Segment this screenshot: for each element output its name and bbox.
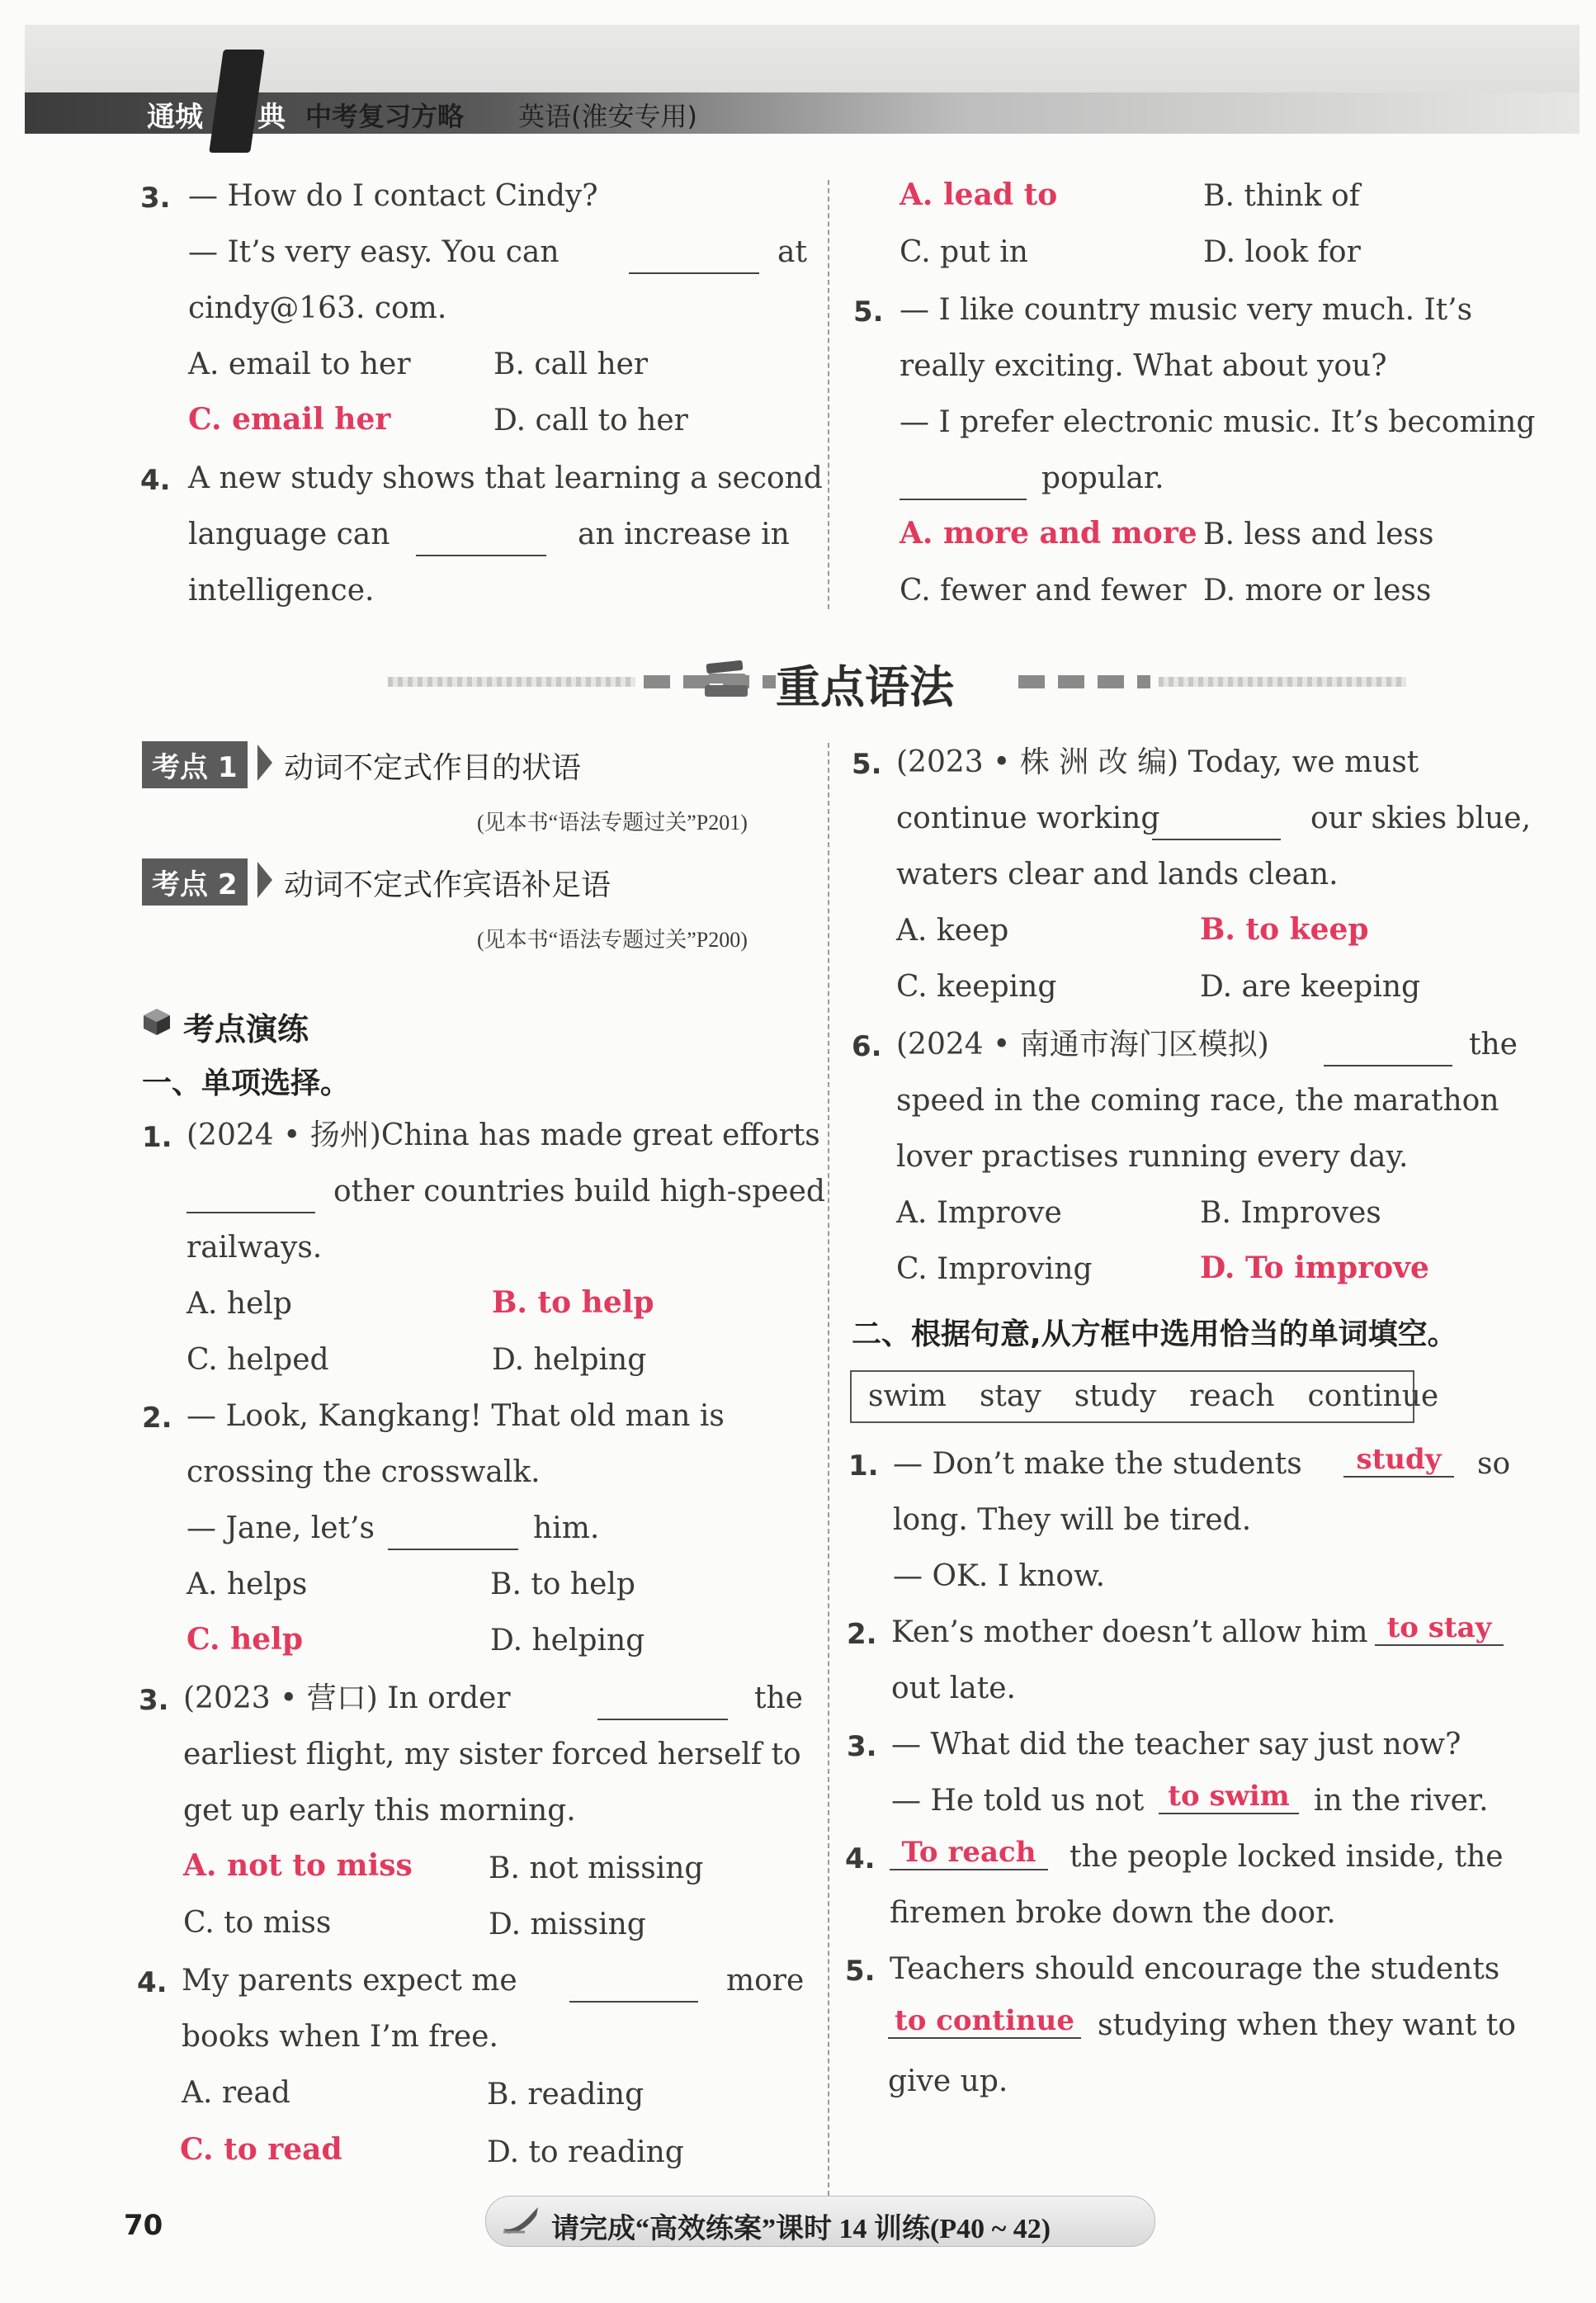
pen-icon (500, 2204, 541, 2237)
q3-line3: cindy@163. com. (188, 291, 447, 325)
lq3-line1b: the (754, 1681, 803, 1715)
lq4-number: 4. (137, 1966, 168, 1999)
fq5-number: 5. (845, 1955, 876, 1988)
rq5b-option-d: D. are keeping (1200, 970, 1421, 1004)
rq6-number: 6. (852, 1030, 882, 1063)
rq6-option-a: A. Improve (896, 1196, 1062, 1230)
lq3-blank (597, 1694, 728, 1720)
fq3-line2b: in the river. (1314, 1784, 1489, 1818)
brand-right: 典 (257, 101, 286, 134)
books-icon (700, 654, 753, 707)
lq2-line1: — Look, Kangkang! That old man is (187, 1399, 725, 1433)
rq5b-option-b-answer: B. to keep (1200, 912, 1369, 947)
rq6-option-d-answer: D. To improve (1200, 1251, 1429, 1285)
lq3-option-c: C. to miss (183, 1906, 332, 1940)
lq2-option-a: A. helps (187, 1568, 308, 1601)
word-box-item: continue (1307, 1379, 1439, 1413)
rt-option-d: D. look for (1203, 235, 1361, 269)
q4-number: 4. (140, 464, 171, 497)
fq2-line2: out late. (891, 1672, 1016, 1705)
q3-option-a: A. email to her (188, 348, 411, 381)
section-rule-right (1159, 677, 1406, 687)
rq5-option-d: D. more or less (1203, 574, 1432, 608)
q3-line1: — How do I contact Cindy? (188, 179, 598, 213)
lq3-line3: get up early this morning. (183, 1794, 576, 1828)
cube-icon (142, 1007, 172, 1037)
fq1-number: 1. (848, 1449, 879, 1483)
fq2-text-a: Ken’s mother doesn’t allow him (891, 1615, 1368, 1649)
rq5b-line1: (2023 • 株 洲 改 编) Today, we must (896, 745, 1419, 779)
fq2-number: 2. (847, 1618, 877, 1651)
q4-blank (416, 530, 546, 556)
lq1-option-c: C. helped (187, 1343, 329, 1377)
lq3-number: 3. (139, 1684, 169, 1717)
lq3-option-a-answer: A. not to miss (183, 1848, 413, 1883)
q3-blank (629, 248, 759, 274)
rq6-line1a: (2024 • 南通市海门区模拟) (896, 1028, 1269, 1062)
lq2-option-c-answer: C. help (187, 1622, 304, 1657)
column-divider-top (828, 180, 829, 609)
rq6-blank (1324, 1040, 1452, 1066)
q4-line2a: language can (188, 518, 390, 551)
point2-title: 动词不定式作宾语补足语 (284, 868, 611, 902)
point2-tag-arrow (257, 862, 272, 898)
rq6-option-c: C. Improving (896, 1252, 1093, 1286)
rq5b-line3: waters clear and lands clean. (896, 858, 1339, 891)
lq2-line2: crossing the crosswalk. (187, 1455, 541, 1489)
fq3-number: 3. (847, 1730, 877, 1763)
rq5-line1: — I like country music very much. It’s (900, 293, 1473, 327)
point1-tag-arrow (257, 745, 272, 781)
q3-option-b: B. call her (493, 348, 649, 381)
lq3-option-d: D. missing (489, 1908, 646, 1941)
lq1-number: 1. (142, 1121, 172, 1154)
lq4-line1a: My parents expect me (182, 1964, 517, 1998)
fq5-text-a: Teachers should encourage the students (890, 1952, 1500, 1986)
lq4-line1b: more (726, 1964, 805, 1998)
practice-title: 考点演练 (183, 1011, 309, 1047)
lq4-blank (569, 1976, 698, 2003)
rq5-option-a-answer: A. more and more (900, 516, 1197, 551)
lq2-line3b: him. (533, 1511, 600, 1545)
word-box-item: study (1074, 1379, 1157, 1413)
lq2-option-b: B. to help (490, 1568, 635, 1601)
rq5-line4: popular. (1041, 461, 1164, 495)
subject-label: 英语(淮安专用) (518, 101, 697, 132)
lq3-line2: earliest flight, my sister forced herself to (183, 1738, 801, 1771)
rq5-line2: really exciting. What about you? (900, 349, 1387, 383)
fq5-answer: to continue (888, 2004, 1081, 2039)
rq5b-blank (1152, 814, 1281, 840)
lq4-option-c-answer: C. to read (180, 2132, 342, 2167)
lq1-line1: (2024 • 扬州)China has made great efforts (187, 1118, 820, 1152)
part2-title: 二、根据句意,从方框中选用恰当的单词填空。 (852, 1317, 1457, 1351)
lq2-option-d: D. helping (490, 1624, 645, 1657)
lq1-line3: railways. (187, 1231, 323, 1265)
rt-option-b: B. think of (1203, 179, 1360, 213)
point1-tag: 考点 1 (142, 741, 248, 788)
lq2-blank (388, 1524, 518, 1550)
lq4-line2: books when I’m free. (182, 2020, 498, 2054)
point2-ref: (见本书“语法专题过关”P200) (477, 928, 748, 952)
lq1-line2: other countries build high-speed (333, 1175, 825, 1208)
book-title: 中考复习方略 (305, 101, 465, 132)
lq3-option-b: B. not missing (489, 1851, 704, 1885)
lq4-option-a: A. read (182, 2076, 290, 2110)
point1-ref: (见本书“语法专题过关”P201) (477, 811, 748, 835)
word-box (850, 1370, 1439, 1423)
word-box-item: swim (868, 1379, 947, 1413)
lq1-option-b-answer: B. to help (492, 1285, 654, 1320)
rq5-blank (900, 474, 1027, 500)
point1-title: 动词不定式作目的状语 (284, 751, 582, 785)
brand-left: 通城 (147, 101, 203, 134)
lq1-option-d: D. helping (492, 1343, 647, 1377)
q3-line2b: at (777, 235, 807, 269)
rq5b-option-a: A. keep (896, 914, 1009, 948)
q3-option-c-answer: C. email her (188, 402, 391, 437)
rq5b-line2b: our skies blue, (1310, 802, 1532, 835)
q4-line3: intelligence. (188, 574, 375, 608)
fq4-answer: To reach (890, 1836, 1048, 1870)
fq1-line2: long. They will be tired. (893, 1503, 1252, 1537)
fq1-text-a: — Don’t make the students (893, 1447, 1302, 1481)
fq1-answer: study (1343, 1443, 1454, 1478)
q3-line2a: — It’s very easy. You can (188, 235, 560, 269)
rq5b-option-c: C. keeping (896, 970, 1057, 1004)
rt-option-c: C. put in (900, 235, 1028, 269)
column-divider-bottom (828, 743, 829, 2196)
lq2-number: 2. (142, 1402, 172, 1435)
rt-option-a-answer: A. lead to (900, 177, 1058, 212)
section-rule-left (388, 677, 635, 687)
fq3-answer: to swim (1159, 1780, 1299, 1814)
q4-line1: A new study shows that learning a second (188, 461, 823, 495)
part1-title: 一、单项选择。 (142, 1066, 351, 1100)
point2-tag: 考点 2 (142, 858, 248, 906)
fq2-answer: to stay (1375, 1611, 1504, 1646)
word-box-item: reach (1189, 1379, 1275, 1413)
rq5-line3: — I prefer electronic music. It’s becoming (900, 405, 1536, 439)
fq4-number: 4. (845, 1842, 876, 1875)
rq5-option-b: B. less and less (1203, 518, 1434, 551)
section-title: 重点语法 (776, 661, 954, 713)
fq5-text-b: studying when they want to (1098, 2008, 1516, 2042)
rq5b-number: 5. (852, 748, 882, 781)
footer-note: 请完成“高效练案”课时 14 训练(P40 ~ 42) (551, 2214, 1051, 2244)
q4-line2b: an increase in (578, 518, 790, 551)
fq3-line2a: — He told us not (891, 1784, 1145, 1818)
section-rule-right-dashes (1018, 675, 1150, 688)
page-number: 70 (124, 2209, 163, 2242)
fq4-text-b: the people locked inside, the (1070, 1840, 1504, 1874)
rq6-option-b: B. Improves (1200, 1196, 1381, 1230)
rq6-line3: lover practises running every day. (896, 1140, 1409, 1174)
fq1-line3: — OK. I know. (893, 1559, 1106, 1593)
lq3-line1a: (2023 • 营口) In order (183, 1681, 511, 1715)
lq1-option-a: A. help (187, 1287, 292, 1321)
rq5-number: 5. (853, 296, 884, 329)
fq1-text-b: so (1477, 1447, 1511, 1481)
rq5b-line2a: continue working (896, 802, 1160, 835)
fq5-line3: give up. (888, 2064, 1008, 2098)
lq4-option-b: B. reading (487, 2078, 645, 2111)
lq2-line3a: — Jane, let’s (187, 1511, 375, 1545)
word-box-item: stay (979, 1379, 1041, 1413)
lq4-option-d: D. to reading (487, 2135, 684, 2169)
rq5-option-c: C. fewer and fewer (900, 574, 1187, 608)
fq3-text-a: — What did the teacher say just now? (891, 1728, 1461, 1762)
fq4-line2: firemen broke down the door. (890, 1896, 1336, 1930)
q3-number: 3. (140, 182, 171, 215)
lq1-blank (187, 1187, 315, 1213)
rq6-line2: speed in the coming race, the marathon (896, 1084, 1499, 1118)
q3-option-d: D. call to her (493, 404, 688, 437)
rq6-line1b: the (1469, 1028, 1518, 1062)
